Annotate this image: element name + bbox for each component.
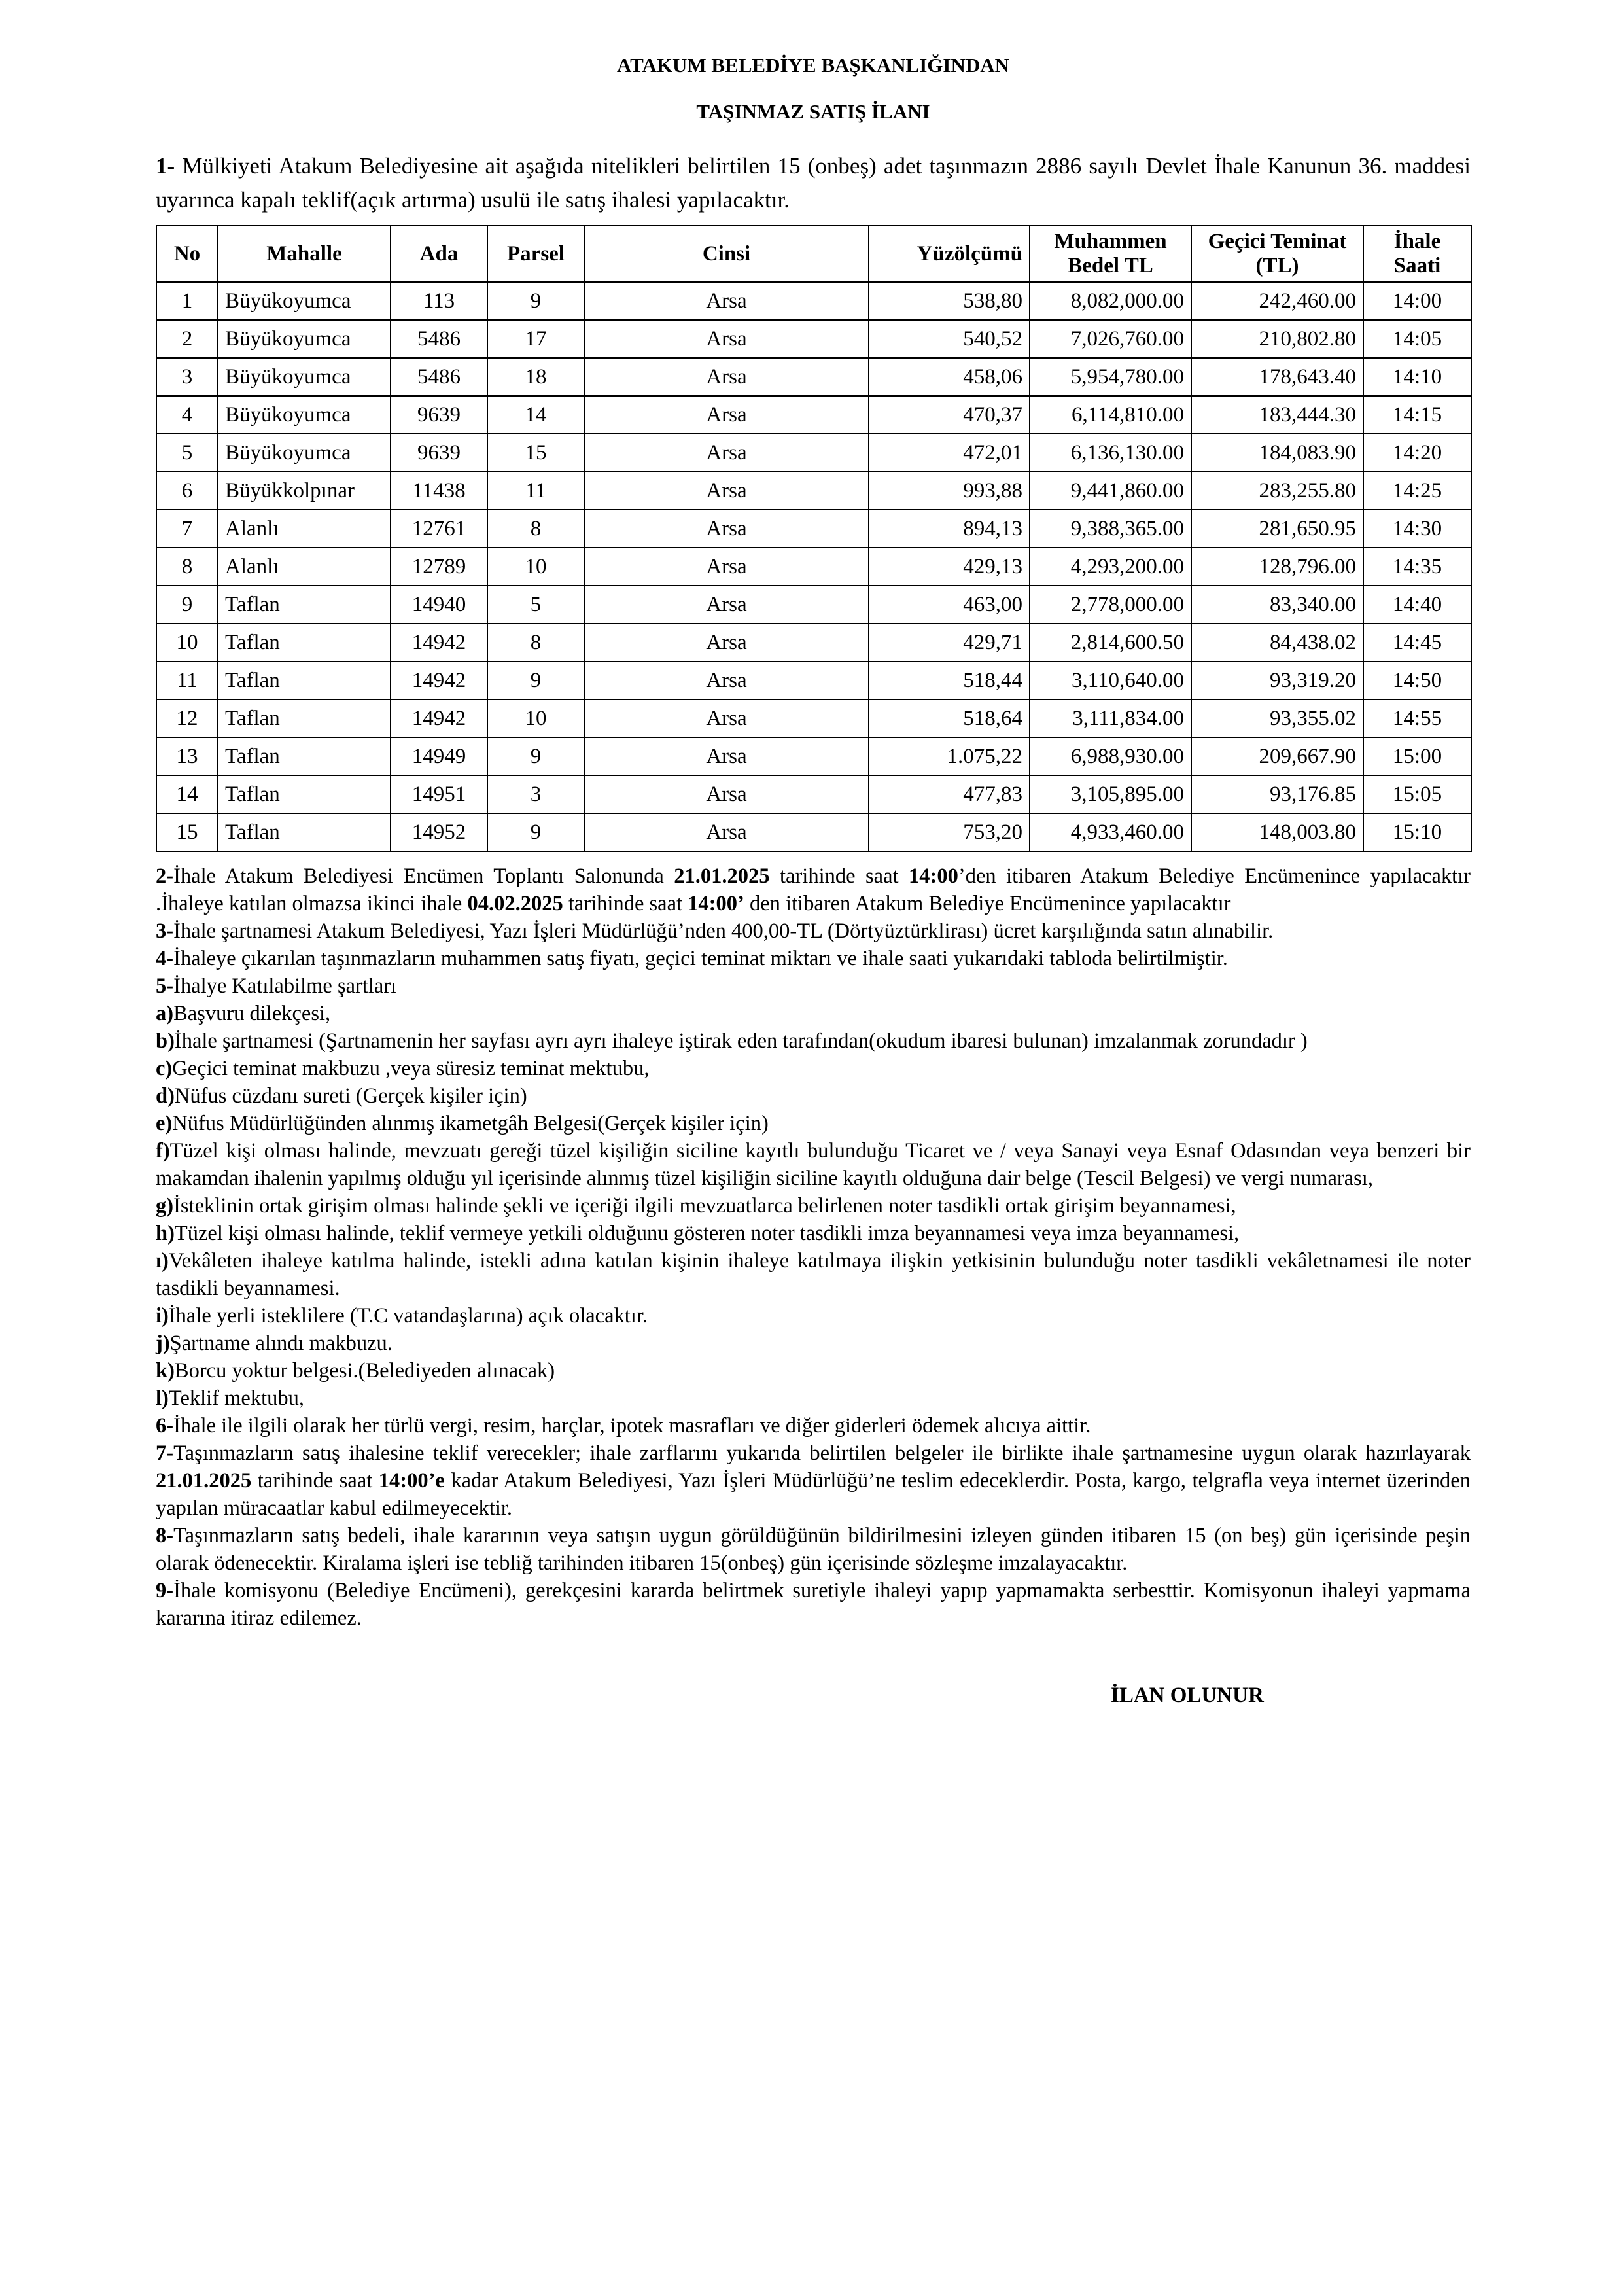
cell-muhammen-bedel: 9,388,365.00 [1030, 510, 1191, 548]
document-title: ATAKUM BELEDİYE BAŞKANLIĞINDAN [617, 54, 1009, 77]
requirement-item [156, 1330, 1471, 1357]
cell-yuzolcumu: 458,06 [869, 358, 1030, 396]
cell-cinsi: Arsa [584, 434, 869, 472]
cell-yuzolcumu: 429,13 [869, 548, 1030, 586]
cell-no: 9 [156, 586, 218, 624]
requirement-text: İhale yerli isteklilere (T.C vatandaşlarına) açık olacaktır. [168, 1304, 648, 1328]
cell-cinsi: Arsa [584, 396, 869, 434]
table-row [156, 586, 1471, 624]
cell-no: 13 [156, 737, 218, 775]
note-text: Taşınmazların satış ihalesine teklif verecekler; ihale zarflarını yukarıda belirtilen belgeler ile birlikte ihale şartnamesine uygun olarak hazırlayarak [173, 1441, 1471, 1465]
cell-cinsi: Arsa [584, 282, 869, 320]
item-number: 8- [156, 1524, 174, 1547]
note-4 [156, 945, 1471, 972]
table-row [156, 813, 1471, 851]
cell-muhammen-bedel: 5,954,780.00 [1030, 358, 1191, 396]
cell-gecici-teminat: 184,083.90 [1191, 434, 1363, 472]
cell-ihale-saati: 14:50 [1363, 662, 1471, 699]
note-6 [156, 1412, 1471, 1439]
col-header-cinsi: Cinsi [584, 226, 869, 282]
cell-mahalle: Büyükoyumca [218, 320, 391, 358]
cell-ada: 14942 [391, 662, 487, 699]
cell-yuzolcumu: 1.075,22 [869, 737, 1030, 775]
cell-mahalle: Taflan [218, 624, 391, 662]
cell-ada: 14952 [391, 813, 487, 851]
table-row [156, 472, 1471, 510]
cell-cinsi: Arsa [584, 358, 869, 396]
cell-mahalle: Büyükoyumca [218, 396, 391, 434]
cell-no: 3 [156, 358, 218, 396]
cell-parsel: 15 [487, 434, 584, 472]
requirement-text: Nüfus Müdürlüğünden alınmış ikametgâh Belgesi(Gerçek kişiler için) [172, 1112, 769, 1135]
cell-gecici-teminat: 93,319.20 [1191, 662, 1363, 699]
cell-no: 14 [156, 775, 218, 813]
cell-ihale-saati: 14:55 [1363, 699, 1471, 737]
note-9 [156, 1577, 1471, 1632]
note-text: İhale Atakum Belediyesi Encümen Toplantı Salonunda [173, 864, 674, 888]
conditions-section [156, 862, 1471, 1632]
requirement-key: h) [156, 1222, 175, 1245]
cell-no: 5 [156, 434, 218, 472]
cell-muhammen-bedel: 2,778,000.00 [1030, 586, 1191, 624]
time: 14:00’e [378, 1469, 445, 1492]
cell-parsel: 9 [487, 662, 584, 699]
cell-yuzolcumu: 463,00 [869, 586, 1030, 624]
cell-ihale-saati: 14:40 [1363, 586, 1471, 624]
requirement-item [156, 1027, 1471, 1055]
cell-mahalle: Büyükoyumca [218, 282, 391, 320]
cell-no: 8 [156, 548, 218, 586]
cell-ada: 14942 [391, 624, 487, 662]
item-number: 6- [156, 1414, 174, 1438]
cell-ada: 12789 [391, 548, 487, 586]
cell-yuzolcumu: 753,20 [869, 813, 1030, 851]
item-number: 7- [156, 1441, 174, 1465]
cell-ada: 9639 [391, 434, 487, 472]
table-row [156, 510, 1471, 548]
cell-yuzolcumu: 518,64 [869, 699, 1030, 737]
cell-muhammen-bedel: 2,814,600.50 [1030, 624, 1191, 662]
closing-statement: İLAN OLUNUR [1111, 1684, 1264, 1707]
cell-muhammen-bedel: 9,441,860.00 [1030, 472, 1191, 510]
requirement-key: i) [156, 1304, 169, 1328]
note-2 [156, 862, 1471, 917]
cell-mahalle: Büyükoyumca [218, 434, 391, 472]
cell-gecici-teminat: 93,176.85 [1191, 775, 1363, 813]
cell-ihale-saati: 14:20 [1363, 434, 1471, 472]
cell-ihale-saati: 15:00 [1363, 737, 1471, 775]
cell-no: 2 [156, 320, 218, 358]
cell-gecici-teminat: 210,802.80 [1191, 320, 1363, 358]
cell-cinsi: Arsa [584, 662, 869, 699]
cell-mahalle: Büyükkolpınar [218, 472, 391, 510]
cell-cinsi: Arsa [584, 472, 869, 510]
cell-muhammen-bedel: 3,111,834.00 [1030, 699, 1191, 737]
cell-ihale-saati: 14:00 [1363, 282, 1471, 320]
table-row [156, 699, 1471, 737]
cell-ada: 14942 [391, 699, 487, 737]
cell-no: 10 [156, 624, 218, 662]
requirement-key: f) [156, 1139, 170, 1163]
intro-text: Mülkiyeti Atakum Belediyesine ait aşağıda nitelikleri belirtilen 15 (onbeş) adet taşınmazın 2886 sayılı Devlet İhale Kanunun 36. maddesi uyarınca kapalı teklif(açık artırma) usulü ile satış ihalesi yapılacaktır. [156, 153, 1471, 213]
cell-gecici-teminat: 84,438.02 [1191, 624, 1363, 662]
item-number: 9- [156, 1579, 174, 1602]
cell-mahalle: Taflan [218, 775, 391, 813]
cell-ihale-saati: 14:10 [1363, 358, 1471, 396]
cell-cinsi: Arsa [584, 699, 869, 737]
requirement-text: İhale şartnamesi (Şartnamenin her sayfası ayrı ayrı ihaleye iştirak eden tarafından(okudum ibaresi bulunan) imzalanmak zorundadır ) [174, 1029, 1308, 1053]
date: 21.01.2025 [674, 864, 770, 888]
date: 04.02.2025 [467, 892, 563, 915]
cell-ihale-saati: 14:30 [1363, 510, 1471, 548]
cell-mahalle: Alanlı [218, 548, 391, 586]
item-number: 2- [156, 864, 174, 888]
requirement-key: e) [156, 1112, 173, 1135]
cell-ihale-saati: 14:35 [1363, 548, 1471, 586]
cell-gecici-teminat: 83,340.00 [1191, 586, 1363, 624]
cell-mahalle: Alanlı [218, 510, 391, 548]
cell-gecici-teminat: 242,460.00 [1191, 282, 1363, 320]
requirement-key: g) [156, 1194, 174, 1218]
cell-yuzolcumu: 477,83 [869, 775, 1030, 813]
cell-cinsi: Arsa [584, 586, 869, 624]
table-row [156, 624, 1471, 662]
cell-ada: 11438 [391, 472, 487, 510]
note-text: tarihinde saat [251, 1469, 379, 1492]
table-header-row [156, 226, 1471, 282]
cell-ada: 5486 [391, 320, 487, 358]
note-text: tarihinde saat [769, 864, 909, 888]
requirement-text: İsteklinin ortak girişim olması halinde şekli ve içeriği ilgili mevzuatlarca belirlenen noter tasdikli ortak girişim beyannamesi, [173, 1194, 1236, 1218]
cell-parsel: 8 [487, 510, 584, 548]
requirement-text: Teklif mektubu, [168, 1386, 304, 1410]
note-text: İhalye Katılabilme şartları [173, 974, 397, 998]
requirement-item [156, 1220, 1471, 1247]
cell-parsel: 3 [487, 775, 584, 813]
cell-cinsi: Arsa [584, 548, 869, 586]
note-text: İhaleye çıkarılan taşınmazların muhammen satış fiyatı, geçici teminat miktarı ve ihale saati yukarıdaki tabloda belirtilmiştir. [173, 947, 1228, 970]
cell-yuzolcumu: 993,88 [869, 472, 1030, 510]
cell-gecici-teminat: 128,796.00 [1191, 548, 1363, 586]
requirement-key: j) [156, 1332, 170, 1355]
cell-mahalle: Taflan [218, 586, 391, 624]
requirement-text: Şartname alındı makbuzu. [169, 1332, 393, 1355]
requirement-item [156, 1110, 1471, 1137]
cell-parsel: 5 [487, 586, 584, 624]
cell-gecici-teminat: 283,255.80 [1191, 472, 1363, 510]
item-number: 1- [156, 153, 175, 179]
table-row [156, 548, 1471, 586]
requirement-text: Nüfus cüzdanı sureti (Gerçek kişiler için) [174, 1084, 527, 1108]
note-text: ’den itibaren Atakum Belediye Encümenince yapılacaktır .İhaleye katılan olmazsa ikinci ihale [156, 864, 1471, 915]
cell-ihale-saati: 14:05 [1363, 320, 1471, 358]
time: 14:00 [909, 864, 958, 888]
col-header-mahalle: Mahalle [218, 226, 391, 282]
cell-yuzolcumu: 470,37 [869, 396, 1030, 434]
requirement-key: l) [156, 1386, 169, 1410]
cell-ada: 9639 [391, 396, 487, 434]
intro-paragraph [156, 149, 1471, 217]
cell-ada: 113 [391, 282, 487, 320]
property-table [156, 225, 1472, 852]
cell-ada: 5486 [391, 358, 487, 396]
cell-mahalle: Taflan [218, 699, 391, 737]
requirement-key: k) [156, 1359, 175, 1383]
cell-gecici-teminat: 209,667.90 [1191, 737, 1363, 775]
note-text: İhale ile ilgili olarak her türlü vergi, resim, harçlar, ipotek masrafları ve diğer giderleri ödemek alıcıya aittir. [173, 1414, 1091, 1438]
note-text: Taşınmazların satış bedeli, ihale kararının veya satışın uygun görüldüğünün bildirilmesini izleyen günden itibaren 15 (on beş) gün içerisinde peşin olarak ödenecektir. Kiralama işleri ise tebliğ tarihinden itibaren 15(onbeş) gün içerisinde sözleşme imzalayacaktır. [156, 1524, 1471, 1575]
requirement-text: Tüzel kişi olması halinde, teklif vermeye yetkili olduğunu gösteren noter tasdikli imza beyannamesi veya imza beyannamesi, [174, 1222, 1240, 1245]
cell-cinsi: Arsa [584, 813, 869, 851]
cell-no: 12 [156, 699, 218, 737]
cell-cinsi: Arsa [584, 737, 869, 775]
col-header-ada: Ada [391, 226, 487, 282]
cell-gecici-teminat: 148,003.80 [1191, 813, 1363, 851]
note-5 [156, 972, 1471, 1000]
table-row [156, 775, 1471, 813]
col-header-muhammen-bedel: Muhammen Bedel TL [1030, 226, 1191, 282]
note-text: den itibaren Atakum Belediye Encümenince yapılacaktır [744, 892, 1231, 915]
requirement-item [156, 1385, 1471, 1412]
requirement-text: Tüzel kişi olması halinde, mevzuatı gereği tüzel kişiliğin siciline kayıtlı bulunduğu Ticaret ve / veya Sanayi veya Esnaf Odasından veya benzeri bir makamdan ihalenin yapılmış olduğu yıl içerisinde alınmış tüzel kişiliğin siciline kayıtlı olduğuna dair belge (Tescil Belgesi) ve vergi numarası, [156, 1139, 1471, 1190]
requirement-item [156, 1000, 1471, 1027]
col-header-no: No [156, 226, 218, 282]
requirement-item [156, 1137, 1471, 1192]
requirement-item [156, 1055, 1471, 1082]
cell-gecici-teminat: 178,643.40 [1191, 358, 1363, 396]
note-8 [156, 1522, 1471, 1577]
cell-parsel: 9 [487, 813, 584, 851]
item-number: 5- [156, 974, 174, 998]
requirement-text: Geçici teminat makbuzu ,veya süresiz teminat mektubu, [172, 1057, 650, 1080]
cell-parsel: 11 [487, 472, 584, 510]
requirement-text: Vekâleten ihaleye katılma halinde, istekli adına katılan kişinin ihaleye katılmaya ilişkin yetkisinin bulunduğu noter tasdikli vekâletnamesi ile noter tasdikli beyannamesi. [156, 1249, 1471, 1300]
cell-ihale-saati: 14:15 [1363, 396, 1471, 434]
cell-gecici-teminat: 93,355.02 [1191, 699, 1363, 737]
requirements-list [156, 1000, 1471, 1412]
cell-no: 6 [156, 472, 218, 510]
cell-parsel: 9 [487, 282, 584, 320]
requirement-item [156, 1247, 1471, 1302]
cell-muhammen-bedel: 3,105,895.00 [1030, 775, 1191, 813]
requirement-item [156, 1357, 1471, 1385]
cell-yuzolcumu: 472,01 [869, 434, 1030, 472]
cell-no: 1 [156, 282, 218, 320]
cell-ada: 14940 [391, 586, 487, 624]
cell-yuzolcumu: 540,52 [869, 320, 1030, 358]
col-header-parsel: Parsel [487, 226, 584, 282]
col-header-ihale-saati: İhale Saati [1363, 226, 1471, 282]
cell-parsel: 17 [487, 320, 584, 358]
cell-muhammen-bedel: 8,082,000.00 [1030, 282, 1191, 320]
cell-gecici-teminat: 281,650.95 [1191, 510, 1363, 548]
cell-ihale-saati: 14:25 [1363, 472, 1471, 510]
cell-no: 11 [156, 662, 218, 699]
table-row [156, 282, 1471, 320]
cell-gecici-teminat: 183,444.30 [1191, 396, 1363, 434]
cell-muhammen-bedel: 4,293,200.00 [1030, 548, 1191, 586]
cell-yuzolcumu: 518,44 [869, 662, 1030, 699]
requirement-key: c) [156, 1057, 173, 1080]
cell-cinsi: Arsa [584, 320, 869, 358]
note-text: İhale şartnamesi Atakum Belediyesi, Yazı İşleri Müdürlüğü’nden 400,00-TL (Dörtyüztürklirası) ücret karşılığında satın alınabilir. [173, 919, 1274, 943]
note-text: İhale komisyonu (Belediye Encümeni), gerekçesini kararda belirtmek suretiyle ihaleyi yapıp yapmamakta serbesttir. Komisyonun ihaleyi yapmama kararına itiraz edilemez. [156, 1579, 1471, 1630]
cell-ihale-saati: 15:05 [1363, 775, 1471, 813]
cell-parsel: 10 [487, 548, 584, 586]
table-row [156, 434, 1471, 472]
table-row [156, 737, 1471, 775]
cell-mahalle: Taflan [218, 662, 391, 699]
requirement-key: ı) [156, 1249, 169, 1273]
requirement-key: d) [156, 1084, 175, 1108]
cell-muhammen-bedel: 7,026,760.00 [1030, 320, 1191, 358]
requirement-text: Başvuru dilekçesi, [173, 1002, 331, 1025]
requirement-item [156, 1192, 1471, 1220]
requirement-key: b) [156, 1029, 175, 1053]
cell-ihale-saati: 15:10 [1363, 813, 1471, 851]
cell-yuzolcumu: 429,71 [869, 624, 1030, 662]
cell-muhammen-bedel: 6,136,130.00 [1030, 434, 1191, 472]
time: 14:00’ [688, 892, 744, 915]
note-text: tarihinde saat [563, 892, 688, 915]
requirement-item [156, 1082, 1471, 1110]
col-header-yuzolcumu: Yüzölçümü [869, 226, 1030, 282]
cell-parsel: 14 [487, 396, 584, 434]
table-row [156, 662, 1471, 699]
cell-mahalle: Taflan [218, 813, 391, 851]
requirement-key: a) [156, 1002, 174, 1025]
cell-yuzolcumu: 894,13 [869, 510, 1030, 548]
table-row [156, 320, 1471, 358]
cell-muhammen-bedel: 6,114,810.00 [1030, 396, 1191, 434]
cell-muhammen-bedel: 4,933,460.00 [1030, 813, 1191, 851]
item-number: 4- [156, 947, 174, 970]
cell-cinsi: Arsa [584, 510, 869, 548]
cell-cinsi: Arsa [584, 775, 869, 813]
document-subtitle: TAŞINMAZ SATIŞ İLANI [696, 100, 930, 123]
cell-no: 7 [156, 510, 218, 548]
table-row [156, 396, 1471, 434]
cell-yuzolcumu: 538,80 [869, 282, 1030, 320]
cell-no: 15 [156, 813, 218, 851]
cell-ihale-saati: 14:45 [1363, 624, 1471, 662]
cell-parsel: 18 [487, 358, 584, 396]
table-row [156, 358, 1471, 396]
cell-muhammen-bedel: 6,988,930.00 [1030, 737, 1191, 775]
note-3 [156, 917, 1471, 945]
cell-ada: 14949 [391, 737, 487, 775]
note-text: kadar Atakum Belediyesi, Yazı İşleri Müdürlüğü’ne teslim edeceklerdir. Posta, kargo, telgrafla veya internet üzerinden yapılan müracaatlar kabul edilmeyecektir. [156, 1469, 1471, 1520]
cell-parsel: 10 [487, 699, 584, 737]
cell-muhammen-bedel: 3,110,640.00 [1030, 662, 1191, 699]
cell-no: 4 [156, 396, 218, 434]
cell-parsel: 8 [487, 624, 584, 662]
cell-ada: 12761 [391, 510, 487, 548]
date: 21.01.2025 [156, 1469, 252, 1492]
cell-mahalle: Taflan [218, 737, 391, 775]
col-header-gecici-teminat: Geçici Teminat (TL) [1191, 226, 1363, 282]
cell-ada: 14951 [391, 775, 487, 813]
item-number: 3- [156, 919, 174, 943]
cell-parsel: 9 [487, 737, 584, 775]
cell-mahalle: Büyükoyumca [218, 358, 391, 396]
cell-cinsi: Arsa [584, 624, 869, 662]
requirement-item [156, 1302, 1471, 1330]
note-7 [156, 1439, 1471, 1522]
requirement-text: Borcu yoktur belgesi.(Belediyeden alınacak) [174, 1359, 555, 1383]
